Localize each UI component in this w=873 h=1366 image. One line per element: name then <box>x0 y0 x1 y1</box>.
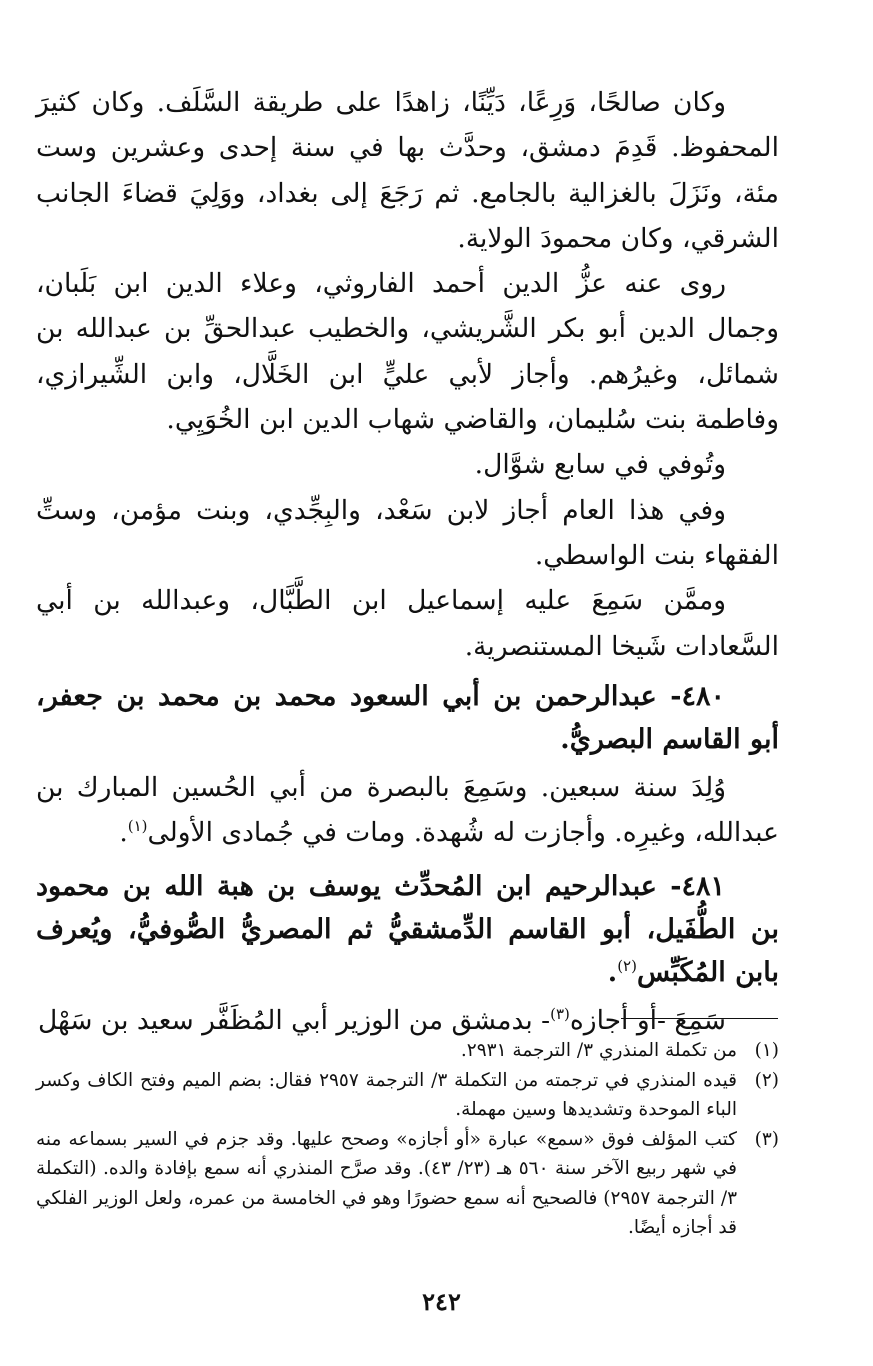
page-number: ٢٤٢ <box>422 1287 461 1316</box>
paragraph-1: وكان صالحًا، وَرِعًا، دَيِّنًا، زاهدًا على طريقة السَّلَف. وكان كثيرَ المحفوظ. قَدِمَ دمشق، وحدَّث بها في سنة إحدى وعشرين وست مئة، ونَزَلَ بالغزالية بالجامع. ثم رَجَعَ إلى بغداد، ووَلِيَ قضاءَ الجانب الشرقي، وكان محمودَ الولاية. <box>36 87 779 254</box>
footnote-2 <box>36 1066 779 1125</box>
paragraph-2: روى عنه عزُّ الدين أحمد الفاروثي، وعلاء الدين ابن بَلَبان، وجمال الدين أبو بكر الشَّريشي، والخطيب عبدالحقِّ بن عبدالله بن شمائل، وغيرُهم. وأجاز لأبي عليٍّ ابن الخَلَّال، وابن الشِّيرازي، وفاطمة بنت سُليمان، والقاضي شهاب الدين ابن الخُوَيِي. <box>36 268 779 436</box>
footnote-3 <box>36 1125 779 1243</box>
footnote-ref-2: (٢) <box>617 957 637 976</box>
footnote-number: (٣) <box>754 1128 779 1150</box>
page-body <box>36 80 779 1044</box>
paragraph-4: وفي هذا العام أجاز لابن سَعْد، والبِجِّدي، وبنت مؤمن، وستِّ الفقهاء بنت الواسطي. <box>36 494 779 571</box>
paragraph-6 <box>36 765 779 856</box>
paragraph-7-end: - بدمشق من الوزير أبي المُظَفَّر سعيد بن سَهْل <box>37 1005 551 1037</box>
footnote-text: كتب المؤلف فوق «سمع» عبارة «أو أجازه» وصحح عليها. وقد جزم في السير بسماعه منه في شهر ربيع الآخر سنة ٥٦٠ هـ (٢٣/ ٤٣). وقد صرَّح المنذري أنه سمع بإفادة والده. (التكملة ٣/ الترجمة ٢٩٥٧) فالصحيح أنه سمع حضورًا وهو في الخامسة من عمره، ولعل الوزير الفلكي قد أجازه أيضًا. <box>36 1128 737 1238</box>
footnotes <box>36 1036 779 1243</box>
paragraph-6-text: وُلِدَ سنة سبعين. وسَمِعَ بالبصرة من أبي الحُسين المبارك بن عبدالله، وغيرِه. وأجازت له شُهدة. ومات في جُمادى الأولى <box>36 771 779 849</box>
footnote-1 <box>36 1036 779 1066</box>
footnote-ref-3: (٣) <box>550 1005 570 1024</box>
paragraph-3: وتُوفي في سابع شوَّال. <box>474 449 726 481</box>
footnote-divider <box>621 1018 778 1019</box>
heading-481-text: ٤٨١- عبدالرحيم ابن المُحدِّث يوسف بن هبة الله بن محمود بن الطُّفَيل، أبو القاسم الدِّمشقيُّ ثم المصريُّ الصُّوفيُّ، ويُعرف بابن المُكَبِّس <box>36 871 779 989</box>
main-text <box>36 80 779 1044</box>
footnote-number: (٢) <box>754 1069 779 1091</box>
footnote-number: (١) <box>754 1040 779 1061</box>
biography-heading-480: ٤٨٠- عبدالرحمن بن أبي السعود محمد بن محمد بن جعفر، أبو القاسم البصريُّ. <box>36 680 779 755</box>
footnote-text: قيده المنذري في ترجمته من التكملة ٣/ الترجمة ٢٩٥٧ فقال: بضم الميم وفتح الكاف وكسر الباء الموحدة وتشديدها وسين مهملة. <box>36 1069 737 1120</box>
footnote-ref-1: (١) <box>127 817 148 836</box>
biography-heading-481 <box>36 865 779 994</box>
paragraph-5: وممَّن سَمِعَ عليه إسماعيل ابن الطَّبَّال، وعبدالله بن أبي السَّعادات شَيخا المستنصرية. <box>36 585 779 662</box>
paragraph-6-end: . <box>119 817 128 849</box>
footnote-text: من تكملة المنذري ٣/ الترجمة ٢٩٣١. <box>460 1040 737 1061</box>
heading-481-end: . <box>607 957 618 989</box>
paragraph-7-text: سَمِعَ -أو أجازه <box>569 1005 726 1037</box>
